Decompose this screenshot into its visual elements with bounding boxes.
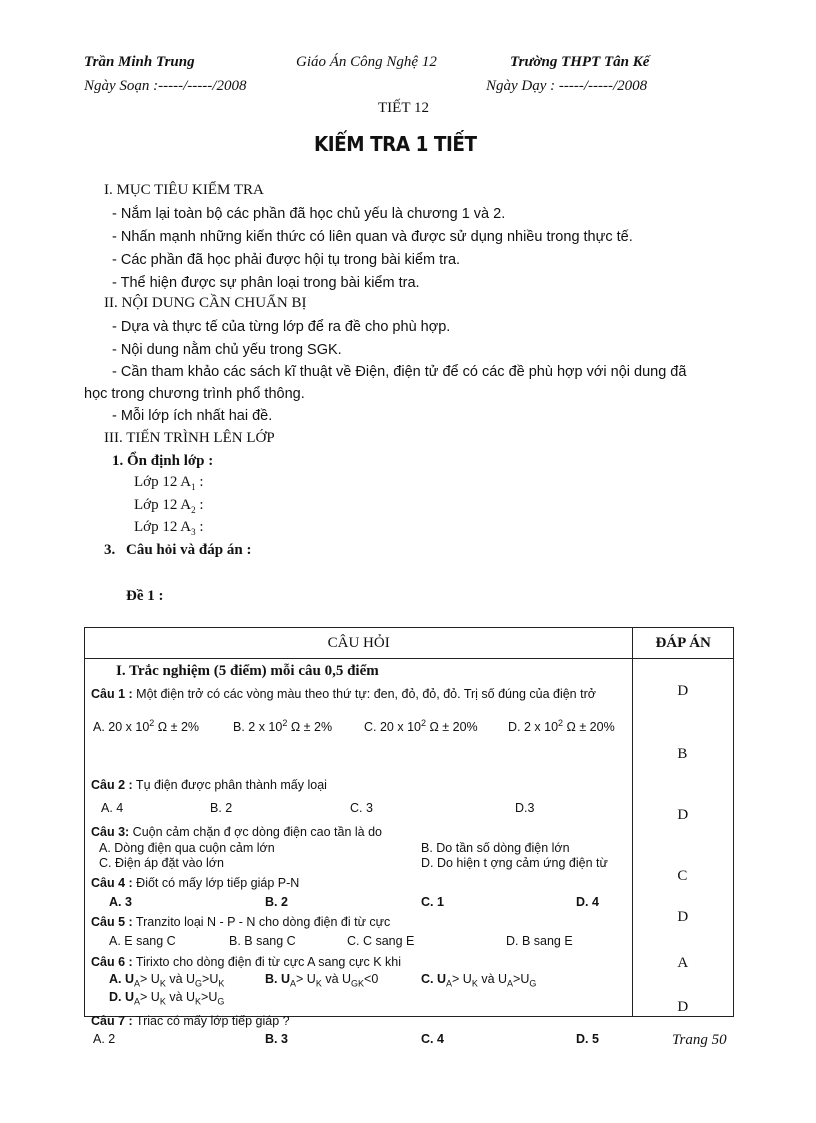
answer-4: C: [677, 868, 688, 884]
s2-item: - Mỗi lớp ích nhất hai đề.: [112, 408, 273, 424]
class-sub: 3: [191, 527, 196, 537]
q1-option-a-text: A. 20 x 10: [93, 720, 150, 735]
q5-option-c: C. C sang E: [347, 934, 415, 948]
q6-option-d-label: D. U: [109, 990, 134, 1004]
q2-option-c: C. 3: [350, 801, 373, 815]
lesson-number: TIẾT 12: [378, 100, 429, 116]
q7-option-c: C. 4: [421, 1032, 444, 1046]
question-6: [91, 955, 401, 969]
q3-option-b: B. Do tần số dòng điện lớn: [421, 841, 570, 855]
class-sub: 1: [191, 482, 196, 492]
q1-option-d-exponent: 2: [558, 718, 564, 728]
question-7: [91, 1014, 290, 1028]
ngay-day: Ngày Dạy : -----/-----/2008: [486, 78, 648, 94]
q4-option-c: C. 1: [421, 895, 444, 909]
s2-item: - Nội dung nằm chủ yếu trong SGK.: [112, 342, 342, 358]
de-label: Đề 1 :: [126, 588, 164, 604]
class-label: Lớp 12 A: [134, 519, 192, 535]
q1-option-c-tail: Ω ± 20%: [429, 720, 478, 735]
answer-7: D: [677, 999, 689, 1015]
q1-option-b: [233, 718, 332, 734]
class-row: Lớp 12 $A_1$ :: [134, 474, 204, 492]
q7-option-d: D. 5: [576, 1032, 599, 1046]
s1-item: - Thể hiện được sự phân loại trong bài kiểm tra.: [112, 275, 420, 291]
question-1: [91, 687, 596, 701]
s2-item: - Cần tham khảo các sách kĩ thuật về Điện, điện tử để có các đề phù hợp với nội dung đã: [112, 364, 687, 380]
class-row: Lớp 12 $A_2$ :: [134, 497, 204, 515]
q3-option-d: D. Do hiện t ợng cảm ứng điện từ: [421, 856, 608, 870]
q6-option-c-label: C. U: [421, 972, 446, 986]
q4-text: Điốt có mấy lớp tiếp giáp P-N: [132, 876, 300, 890]
q6-option-a-label: A. U: [109, 972, 134, 986]
class-label: Lớp 12 A: [134, 497, 192, 513]
q6-option-b: B. $U_A> U_K$ và $U_{GK}<0$: [265, 972, 379, 989]
part-1-title: I. Trắc nghiệm (5 điểm) mỗi câu 0,5 điểm: [116, 663, 379, 679]
section-3-1: 1. Ổn định lớp :: [112, 453, 214, 469]
q7-option-a: A. 2: [93, 1032, 116, 1046]
q5-option-d: D. B sang E: [506, 934, 573, 948]
q1-text: Một điện trở có các vòng màu theo thứ tự: đen, đỏ, đỏ, đỏ. Trị số đúng của điện trở: [132, 687, 596, 701]
section-3-title: III. TIẾN TRÌNH LÊN LỚP: [104, 430, 275, 446]
q1-option-d-tail: Ω ± 20%: [566, 720, 615, 735]
q7-label: Câu 7 :: [91, 1014, 133, 1028]
q3-label: Câu 3:: [91, 825, 130, 839]
q1-option-b-text: B. 2 x 10: [233, 720, 283, 735]
q1-option-a-exponent: 2: [149, 718, 155, 728]
q1-option-a-tail: Ω ± 2%: [157, 720, 200, 735]
q2-option-a: A. 4: [101, 801, 124, 815]
subject-name: Giáo Án Công Nghệ 12: [296, 54, 437, 70]
answer-2: B: [677, 746, 688, 762]
page-number: Trang 50: [672, 1032, 727, 1048]
s1-item: - Nắm lại toàn bộ các phần đã học chủ yếu là chương 1 và 2.: [112, 206, 506, 222]
q2-option-b: B. 2: [210, 801, 233, 815]
answer-1: D: [677, 683, 689, 699]
class-sub: 2: [191, 505, 196, 515]
q6-option-b-label: B. U: [265, 972, 290, 986]
answer-3: D: [677, 807, 689, 823]
q2-label: Câu 2 :: [91, 778, 133, 792]
q6-option-a: A. $U_A> U_K$ và $U_G>U_K$: [109, 972, 225, 989]
q4-option-d: D. 4: [576, 895, 599, 909]
q4-option-b: B. 2: [265, 895, 288, 909]
question-5: [91, 915, 390, 929]
table-header-question: CÂU HỎI: [327, 635, 390, 651]
q2-text: Tụ điện được phân thành mấy loại: [132, 778, 327, 792]
q1-option-c-exponent: 2: [420, 718, 426, 728]
q1-option-c: [364, 718, 478, 734]
q7-text: Triac có mấy lớp tiếp giáp ?: [132, 1014, 290, 1028]
section-3-3: Câu hỏi và đáp án :: [126, 542, 252, 558]
class-row: Lớp 12 $A_3$ :: [134, 519, 204, 537]
school-name: Trường THPT Tân Kế: [510, 54, 650, 70]
q4-option-a: A. 3: [109, 895, 132, 909]
section-3-3-num: 3.: [104, 542, 116, 558]
s2-item: học trong chương trình phổ thông.: [84, 386, 305, 402]
q6-option-c: C. $U_A> U_K$ và $U_A>U_G$: [421, 972, 537, 989]
q6-text: Tirixto cho dòng điện đi từ cực A sang cực K khi: [132, 955, 401, 969]
q6-option-d: D. $U_A> U_K$ và $U_K>U_G$: [109, 990, 225, 1007]
answer-5: D: [677, 909, 689, 925]
q1-option-c-text: C. 20 x 10: [364, 720, 421, 735]
q6-label: Câu 6 :: [91, 955, 133, 969]
q1-option-a: [93, 718, 199, 734]
q2-option-d: D.3: [515, 801, 535, 815]
s2-item: - Dựa và thực tế của từng lớp để ra đề cho phù hợp.: [112, 319, 451, 335]
q5-option-a: A. E sang C: [109, 934, 176, 948]
answers-cell: [633, 659, 734, 1017]
section-1-title: I. MỤC TIÊU KIỂM TRA: [104, 182, 264, 198]
ngay-soan: Ngày Soạn :-----/-----/2008: [84, 78, 247, 94]
q1-option-b-tail: Ω ± 2%: [290, 720, 333, 735]
q3-option-c: C. Điện áp đặt vào lớn: [99, 856, 224, 870]
section-2-title: II. NỘI DUNG CẦN CHUẨN BỊ: [104, 295, 307, 311]
q3-text: Cuộn cảm chặn đ ợc dòng điện cao tần là do: [129, 825, 383, 839]
q5-text: Tranzito loại N - P - N cho dòng điện đi từ cực: [132, 915, 391, 929]
s1-item: - Nhấn mạnh những kiến thức có liên quan và được sử dụng nhiều trong thực tế.: [112, 229, 633, 245]
answer-6: A: [677, 955, 689, 971]
header-answer-cell: [633, 628, 734, 659]
question-2: [91, 778, 327, 792]
q5-option-b: B. B sang C: [229, 934, 296, 948]
q7-option-b: B. 3: [265, 1032, 288, 1046]
author-name: Trần Minh Trung: [84, 54, 195, 70]
q1-option-d: [508, 718, 615, 734]
q4-label: Câu 4 :: [91, 876, 133, 890]
s1-item: - Các phần đã học phải được hội tụ trong bài kiểm tra.: [112, 252, 461, 268]
header-question-cell: [85, 628, 633, 659]
table-header-answer: ĐÁP ÁN: [655, 635, 711, 651]
question-3: [91, 825, 382, 839]
q5-label: Câu 5 :: [91, 915, 133, 929]
class-label: Lớp 12 A: [134, 474, 192, 490]
q1-option-b-exponent: 2: [282, 718, 288, 728]
q1-option-d-text: D. 2 x 10: [508, 720, 559, 735]
questions-cell: [85, 659, 633, 1046]
question-4: [91, 876, 299, 890]
page-title: KIỂM TRA 1 TIẾT: [314, 132, 477, 156]
q3-option-a: A. Dòng điện qua cuộn cảm lớn: [99, 841, 275, 855]
q1-label: Câu 1 :: [91, 687, 133, 701]
